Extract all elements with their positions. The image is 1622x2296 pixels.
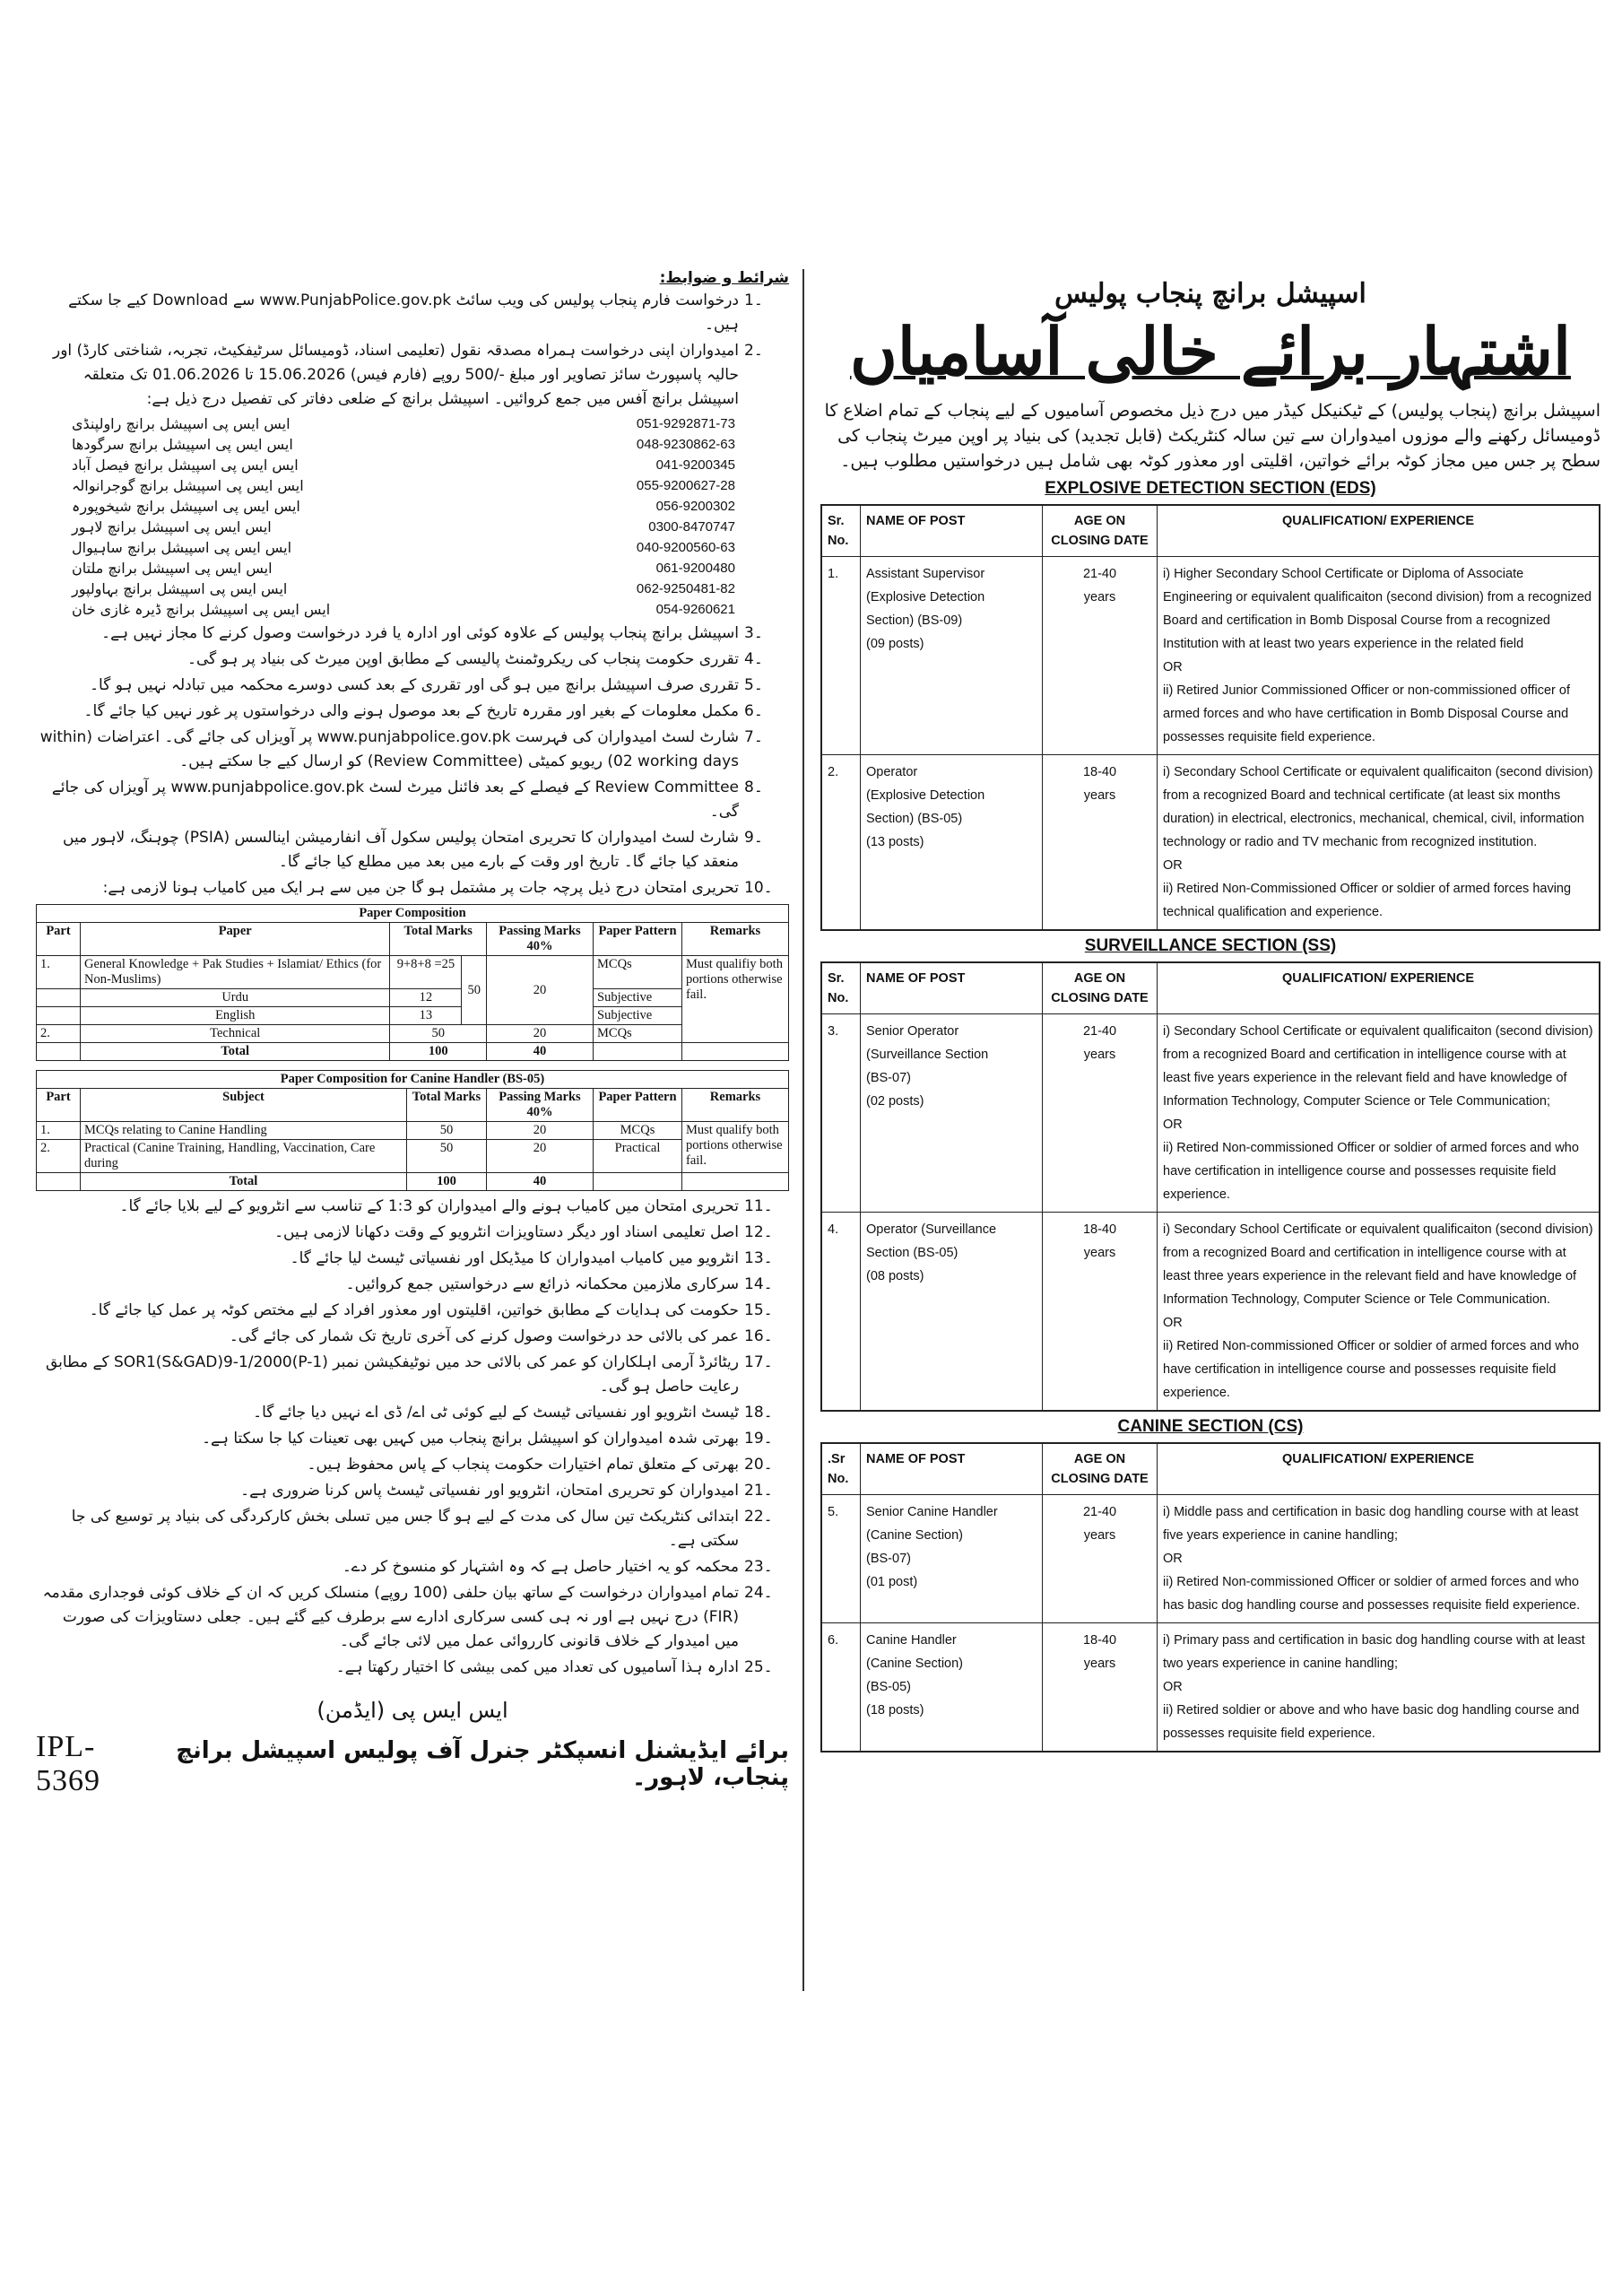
condition-text: اصل تعلیمی اسناد اور دیگر دستاویزات انٹرویو کے وقت دکھانا لازمی ہیں۔ bbox=[274, 1223, 739, 1241]
table-cell: 13 bbox=[390, 1007, 462, 1025]
col-pattern: Paper Pattern bbox=[594, 1089, 682, 1122]
post-line: Operator bbox=[866, 765, 918, 779]
office-phone: 055-9200627-28 bbox=[636, 478, 735, 493]
serial-number: 4. bbox=[821, 1213, 861, 1412]
office-phone: 041-9200345 bbox=[655, 457, 735, 473]
canine-paper-table bbox=[36, 1070, 789, 1191]
office-name: ایس ایس پی اسپیشل برانچ فیصل آباد bbox=[72, 457, 299, 474]
paper-table-title: Paper Composition bbox=[37, 905, 789, 923]
condition-text: تقرری صرف اسپیشل برانچ میں ہو گی اور تقرری کے بعد کسی دوسرے محکمہ میں تبادلہ نہیں ہو گا۔ bbox=[90, 676, 739, 694]
condition-text: شارٹ لسٹ امیدواران کی فہرست www.punjabpolice.gov.pk پر آویزاں کی جائے گی۔ اعتراضات (within 02 working days) ریویو کمیٹی (Review Committee) کو ارسال کیے جا سکتے ہیں۔ bbox=[39, 728, 739, 770]
condition-text: حکومت کی ہدایات کے مطابق خواتین، اقلیتوں اور معذور افراد کے لیے مختص کوٹہ پر عمل کیا جائے گا۔ bbox=[89, 1301, 739, 1319]
qualification-line: ii) Retired Non-commissioned Officer or soldier of armed forces and who have certification in intelligence course and possesses requisite field experience. bbox=[1163, 1141, 1579, 1202]
table-cell: Practical bbox=[594, 1140, 682, 1173]
table-cell: 100 bbox=[390, 1043, 487, 1061]
condition-text: تحریری امتحان میں کامیاب ہونے والے امیدواران کو 1:3 کے تناسب سے انٹرویو کے لیے بلایا جائے گا۔ bbox=[119, 1197, 739, 1215]
qualification-line: ii) Retired Junior Commissioned Officer or non-commissioned officer of armed forces and who have certification in Bomb Disposal Course and possesses requisite field experience. bbox=[1163, 683, 1570, 744]
condition-number: ۔20 bbox=[744, 1456, 773, 1474]
condition-number: ۔10 bbox=[744, 879, 773, 897]
condition-text: بھرتی کے متعلق تمام اختیارات حکومت پنجاب کے پاس محفوظ ہیں۔ bbox=[307, 1456, 739, 1474]
col-qualification: QUALIFICATION/ EXPERIENCE bbox=[1158, 962, 1600, 1014]
job-row bbox=[821, 1623, 1600, 1752]
qualification bbox=[1158, 755, 1600, 931]
post-line: (Canine Section) bbox=[866, 1657, 963, 1671]
qualification-line: i) Secondary School Certificate or equivalent qualificaiton (second division) from a recognized Board and certification in intelligence course with at least three years experience in the relevant field and have knowledge of Information Technology, Computer Science or Tele Communication. bbox=[1163, 1222, 1593, 1307]
post-name bbox=[861, 1623, 1043, 1752]
table-cell: 40 bbox=[487, 1173, 594, 1191]
right-column bbox=[820, 269, 1600, 1756]
condition-item bbox=[36, 1401, 789, 1425]
table-cell bbox=[682, 1043, 789, 1061]
condition-number: ۔22 bbox=[744, 1508, 773, 1526]
condition-item bbox=[36, 1555, 789, 1579]
qualification-line: i) Primary pass and certification in basic dog handling course with at least two years experience in canine handling; bbox=[1163, 1633, 1585, 1671]
table-cell: Must qualify both portions otherwise fail. bbox=[682, 1122, 789, 1173]
col-age bbox=[1043, 505, 1158, 557]
condition-number: ۔12 bbox=[744, 1223, 773, 1241]
table-cell: MCQs bbox=[594, 1122, 682, 1140]
col-passing: Passing Marks 40% bbox=[487, 1089, 594, 1122]
post-line: Senior Operator bbox=[866, 1024, 959, 1039]
table-cell: Technical bbox=[81, 1025, 390, 1043]
qualification-line: i) Secondary School Certificate or equivalent qualificaiton (second division) from a recognized Board and technical certificate (at least six months duration) in electrical, electronics, mechanical, chemical, civil, information technology or radio and TV mechanic from recognized institution. bbox=[1163, 765, 1593, 849]
qualification-line: i) Secondary School Certificate or equivalent qualificaiton (second division) from a recognized Board and certification in intelligence course with at least five years experience in the relevant field and have knowledge of Information Technology, Computer Science or Tele Communication; bbox=[1163, 1024, 1593, 1109]
serial-number: 2. bbox=[821, 755, 861, 931]
serial-number: 6. bbox=[821, 1623, 861, 1752]
table-cell: 20 bbox=[487, 1140, 594, 1173]
office-phone: 0300-8470747 bbox=[648, 519, 735, 535]
condition-text: سرکاری ملازمین محکمانہ ذرائع سے درخواستیں جمع کروائیں۔ bbox=[345, 1275, 739, 1293]
condition-item bbox=[36, 1273, 789, 1297]
condition-number: ۔9 bbox=[744, 829, 763, 847]
post-line: Section) (BS-05) bbox=[866, 812, 963, 826]
condition-number: ۔25 bbox=[744, 1658, 773, 1676]
qualification bbox=[1158, 1495, 1600, 1623]
table-cell: 20 bbox=[487, 1122, 594, 1140]
col-qualification: QUALIFICATION/ EXPERIENCE bbox=[1158, 1443, 1600, 1495]
condition-number: ۔3 bbox=[744, 624, 763, 642]
post-name bbox=[861, 1495, 1043, 1623]
condition-text: شارٹ لسٹ امیدواران کا تحریری امتحان پولیس سکول آف انفارمیشن اینالسس (PSIA) چوہنگ، لاہور میں منعقد کیا جائے گا۔ تاریخ اور وقت کے بارے میں بعد میں مطلع کیا جائے گا۔ bbox=[63, 829, 739, 871]
office-row bbox=[72, 537, 735, 558]
table-cell: English bbox=[81, 1007, 390, 1025]
condition-number: ۔6 bbox=[744, 702, 763, 720]
condition-number: ۔14 bbox=[744, 1275, 773, 1293]
condition-number: ۔16 bbox=[744, 1327, 773, 1345]
conditions-heading: شرائط و ضوابط: bbox=[659, 269, 789, 287]
office-row bbox=[72, 517, 735, 537]
condition-item bbox=[36, 1656, 789, 1680]
post-name bbox=[861, 1213, 1043, 1412]
condition-text: اسپیشل برانچ پنجاب پولیس کے علاوہ کوئی اور ادارہ یا فرد درخواست وصول کرنے کا مجاز نہیں ہے۔ bbox=[101, 624, 739, 642]
age-line: 18-40 bbox=[1082, 1633, 1117, 1648]
age-line: 21-40 bbox=[1082, 567, 1117, 581]
office-row bbox=[72, 475, 735, 496]
condition-text: تمام امیدواران درخواست کے ساتھ بیان حلفی (100 روپے) منسلک کریں کہ ان کے خلاف کوئی فوجداری مقدمہ (FIR) درج نہیں ہے اور نہ ہی کسی سرکاری ادارے سے برطرف کیے گئے ہیں۔ جعلی دستاویزات کی صورت میں امیدوار کے خلاف قانونی کارروائی عمل میں لائی جائے گی۔ bbox=[42, 1584, 739, 1650]
table-cell: 9+8+8 =25 bbox=[390, 956, 462, 989]
qualification-line: OR bbox=[1163, 858, 1183, 873]
office-row bbox=[72, 558, 735, 578]
col-age-label: CLOSING DATE bbox=[1051, 991, 1149, 1005]
conditions-list-1 bbox=[36, 289, 789, 412]
job-row bbox=[821, 557, 1600, 755]
condition-item bbox=[36, 1505, 789, 1553]
section-title: EXPLOSIVE DETECTION SECTION (EDS) bbox=[1045, 479, 1376, 498]
age-limit bbox=[1043, 1213, 1158, 1412]
table-cell: 12 bbox=[390, 989, 462, 1007]
column-divider bbox=[802, 269, 804, 1991]
col-age-label: AGE ON bbox=[1073, 514, 1126, 528]
condition-text: درخواست فارم پنجاب پولیس کی ویب سائٹ www.PunjabPolice.gov.pk سے Download کیے جا سکتے ہیں۔ bbox=[68, 291, 739, 334]
table-cell: 1. bbox=[37, 1122, 81, 1140]
condition-text: مکمل معلومات کے بغیر اور مقررہ تاریخ کے بعد موصول ہونے والی درخواستوں پر غور نہیں کیا جائے گا۔ bbox=[83, 702, 739, 720]
condition-number: ۔7 bbox=[744, 728, 763, 746]
condition-number: ۔24 bbox=[744, 1584, 773, 1602]
age-line: 18-40 bbox=[1082, 765, 1117, 779]
col-age-label: AGE ON bbox=[1073, 1452, 1126, 1466]
condition-item bbox=[36, 1221, 789, 1245]
condition-number: ۔11 bbox=[744, 1197, 773, 1215]
section-title: CANINE SECTION (CS) bbox=[1117, 1417, 1304, 1436]
table-cell: MCQs relating to Canine Handling bbox=[81, 1122, 407, 1140]
qualification bbox=[1158, 1213, 1600, 1412]
table-cell: 20 bbox=[487, 956, 594, 1025]
post-line: (BS-07) bbox=[866, 1071, 911, 1085]
post-line: (13 posts) bbox=[866, 835, 924, 849]
table-cell: Must qualifiy both portions otherwise fail. bbox=[682, 956, 789, 1043]
table-cell: 50 bbox=[407, 1122, 487, 1140]
post-line: (Explosive Detection bbox=[866, 788, 985, 803]
condition-item bbox=[36, 1427, 789, 1451]
col-passing: Passing Marks 40% bbox=[487, 923, 594, 956]
post-line: (18 posts) bbox=[866, 1703, 924, 1718]
post-line: (BS-07) bbox=[866, 1552, 911, 1566]
age-limit bbox=[1043, 1014, 1158, 1213]
condition-text: تحریری امتحان درج ذیل پرچہ جات پر مشتمل ہو گا جن میں سے ہر ایک میں کامیاب ہونا لازمی ہے: bbox=[102, 879, 739, 897]
col-remarks: Remarks bbox=[682, 923, 789, 956]
post-name bbox=[861, 1014, 1043, 1213]
condition-item bbox=[36, 674, 789, 698]
col-total-marks: Total Marks bbox=[390, 923, 487, 956]
job-table bbox=[820, 1442, 1600, 1752]
table-cell: MCQs bbox=[594, 956, 682, 989]
age-limit bbox=[1043, 755, 1158, 931]
office-row bbox=[72, 434, 735, 455]
post-line: Assistant Supervisor bbox=[866, 567, 985, 581]
condition-item bbox=[36, 1195, 789, 1219]
table-cell: 20 bbox=[487, 1025, 594, 1043]
canine-table-title: Paper Composition for Canine Handler (BS-05) bbox=[37, 1071, 789, 1089]
age-line: years bbox=[1083, 1528, 1116, 1543]
table-cell: Subjective bbox=[594, 989, 682, 1007]
serial-number: 3. bbox=[821, 1014, 861, 1213]
condition-text: محکمہ کو یہ اختیار حاصل ہے کہ وہ اشتہار کو منسوخ کر دے۔ bbox=[342, 1558, 739, 1576]
col-sr-label: Sr. bbox=[828, 971, 845, 986]
age-line: 21-40 bbox=[1082, 1505, 1117, 1519]
condition-item bbox=[36, 776, 789, 824]
condition-item bbox=[36, 1351, 789, 1399]
age-limit bbox=[1043, 1495, 1158, 1623]
post-line: (BS-05) bbox=[866, 1680, 911, 1694]
condition-item bbox=[36, 648, 789, 672]
signature-block bbox=[36, 1730, 789, 1798]
post-line: Canine Handler bbox=[866, 1633, 957, 1648]
office-row bbox=[72, 455, 735, 475]
age-line: years bbox=[1083, 1048, 1116, 1062]
condition-item bbox=[36, 1325, 789, 1349]
qualification-line: ii) Retired Non-commissioned Officer or soldier of armed forces and who have certification in intelligence course and possesses requisite field experience. bbox=[1163, 1339, 1579, 1400]
section-title: SURVEILLANCE SECTION (SS) bbox=[1084, 936, 1337, 955]
condition-text: امیدواران اپنی درخواست ہمراہ مصدقہ نقول (تعلیمی اسناد، ڈومیسائل سرٹیفکیٹ، تجربہ، شناختی کارڈ) اور حالیہ پاسپورٹ سائز تصاویر اور مبلغ -/500 روپے (فارم فیس) 15.06.2026 تا 01.06.2026 تک متعلقہ اسپیشل برانچ آفس میں جمع کروائیں۔ اسپیشل برانچ کے ضلعی دفاتر کی تفصیل درج ذیل ہے: bbox=[53, 342, 739, 408]
age-line: years bbox=[1083, 1246, 1116, 1260]
conditions-list-2 bbox=[36, 622, 789, 900]
table-cell: 2. bbox=[37, 1025, 81, 1043]
col-pattern: Paper Pattern bbox=[594, 923, 682, 956]
condition-number: ۔18 bbox=[744, 1404, 773, 1422]
col-qualification: QUALIFICATION/ EXPERIENCE bbox=[1158, 505, 1600, 557]
age-line: 21-40 bbox=[1082, 1024, 1117, 1039]
office-phone: 051-9292871-73 bbox=[636, 416, 735, 431]
col-no-label: No. bbox=[828, 991, 849, 1005]
job-sections bbox=[820, 479, 1600, 1752]
qualification bbox=[1158, 557, 1600, 755]
job-row bbox=[821, 755, 1600, 931]
condition-number: ۔13 bbox=[744, 1249, 773, 1267]
qualification-line: OR bbox=[1163, 1552, 1183, 1566]
office-phone: 040-9200560-63 bbox=[636, 540, 735, 555]
condition-item bbox=[36, 339, 789, 412]
col-sr-label: .Sr bbox=[828, 1452, 846, 1466]
condition-number: ۔5 bbox=[744, 676, 763, 694]
office-name: ایس ایس پی اسپیشل برانچ بہاولپور bbox=[72, 580, 288, 597]
post-line: (01 post) bbox=[866, 1575, 918, 1589]
signatory: ایس ایس پی (ایڈمن) bbox=[317, 1698, 508, 1723]
qualification-line: OR bbox=[1163, 1680, 1183, 1694]
qualification-line: ii) Retired Non-commissioned Officer or soldier of armed forces and who has basic dog handling course and possesses requisite field experience. bbox=[1163, 1575, 1581, 1613]
job-table bbox=[820, 961, 1600, 1412]
condition-text: ابتدائی کنٹریکٹ تین سال کی مدت کے لیے ہو گا جس میں تسلی بخش کارکردگی کی بنیاد پر توسیع کی جا سکتی ہے۔ bbox=[71, 1508, 739, 1550]
table-cell: 100 bbox=[407, 1173, 487, 1191]
post-line: (09 posts) bbox=[866, 637, 924, 651]
office-phone: 048-9230862-63 bbox=[636, 437, 735, 452]
qualification-line: i) Middle pass and certification in basic dog handling course with at least five years experience in canine handling; bbox=[1163, 1505, 1579, 1543]
job-row bbox=[821, 1213, 1600, 1412]
office-name: ایس ایس پی اسپیشل برانچ سرگودھا bbox=[72, 436, 293, 453]
table-cell: 50 bbox=[390, 1025, 487, 1043]
table-cell: 1. bbox=[37, 956, 81, 989]
condition-text: ٹیسٹ انٹرویو اور نفسیاتی ٹیسٹ کے لیے کوئی ٹی اے/ ڈی اے نہیں دیا جائے گا۔ bbox=[253, 1404, 739, 1422]
office-name: ایس ایس پی اسپیشل برانچ ساہیوال bbox=[72, 539, 292, 556]
col-sr bbox=[821, 1443, 861, 1495]
qualification-line: ii) Retired soldier or above and who have basic dog handling course and possesses requisite field experience. bbox=[1163, 1703, 1580, 1741]
col-sr bbox=[821, 962, 861, 1014]
col-part: Part bbox=[37, 923, 81, 956]
serial-number: 5. bbox=[821, 1495, 861, 1623]
table-cell: Practical (Canine Training, Handling, Vaccination, Care during bbox=[81, 1140, 407, 1173]
job-row bbox=[821, 1014, 1600, 1213]
signatory-address: برائے ایڈیشنل انسپکٹر جنرل آف پولیس اسپیشل برانچ پنجاب، لاہور۔ bbox=[176, 1737, 789, 1791]
condition-text: انٹرویو میں کامیاب امیدواران کا میڈیکل اور نفسیاتی ٹیسٹ لیا جائے گا۔ bbox=[290, 1249, 739, 1267]
col-sr bbox=[821, 505, 861, 557]
col-age-label: AGE ON bbox=[1073, 971, 1126, 986]
office-row bbox=[72, 599, 735, 620]
age-line: years bbox=[1083, 590, 1116, 604]
col-age-label: CLOSING DATE bbox=[1051, 534, 1149, 548]
office-name: ایس ایس پی اسپیشل برانچ ڈیرہ غازی خان bbox=[72, 601, 331, 618]
col-paper: Paper bbox=[81, 923, 390, 956]
qualification-line: OR bbox=[1163, 660, 1183, 674]
table-cell bbox=[682, 1173, 789, 1191]
post-line: (02 posts) bbox=[866, 1094, 924, 1109]
condition-text: امیدواران کو تحریری امتحان، انٹرویو اور نفسیاتی ٹیسٹ پاس کرنا ضروری ہے۔ bbox=[240, 1482, 739, 1500]
condition-text: Review Committee کے فیصلے کے بعد فائنل میرٹ لسٹ www.punjabpolice.gov.pk پر آویزاں کی جائے گی۔ bbox=[51, 778, 739, 821]
post-line: Operator (Surveillance bbox=[866, 1222, 997, 1237]
col-part: Part bbox=[37, 1089, 81, 1122]
condition-item bbox=[36, 289, 789, 337]
condition-number: ۔21 bbox=[744, 1482, 773, 1500]
ipl-reference: IPL-5369 bbox=[36, 1730, 100, 1797]
office-row bbox=[72, 578, 735, 599]
office-name: ایس ایس پی اسپیشل برانچ گوجرانوالہ bbox=[72, 477, 304, 494]
table-cell: 2. bbox=[37, 1140, 81, 1173]
office-name: ایس ایس پی اسپیشل برانچ شیخوپورہ bbox=[72, 498, 300, 515]
paper-composition-table bbox=[36, 904, 789, 1061]
col-remarks: Remarks bbox=[682, 1089, 789, 1122]
condition-text: عمر کی بالائی حد درخواست وصول کرنے کی آخری تاریخ تک شمار کی جائے گی۔ bbox=[229, 1327, 739, 1345]
post-line: (Explosive Detection bbox=[866, 590, 985, 604]
office-list bbox=[36, 413, 789, 620]
condition-item bbox=[36, 1299, 789, 1323]
col-post-name: NAME OF POST bbox=[861, 962, 1043, 1014]
post-line: Senior Canine Handler bbox=[866, 1505, 998, 1519]
post-line: (08 posts) bbox=[866, 1269, 924, 1283]
condition-item bbox=[36, 1453, 789, 1477]
table-cell bbox=[594, 1043, 682, 1061]
post-line: (Surveillance Section bbox=[866, 1048, 989, 1062]
age-limit bbox=[1043, 1623, 1158, 1752]
conditions-list-3 bbox=[36, 1195, 789, 1680]
table-cell bbox=[594, 1173, 682, 1191]
table-cell: MCQs bbox=[594, 1025, 682, 1043]
condition-item bbox=[36, 1479, 789, 1503]
qualification-line: OR bbox=[1163, 1316, 1183, 1330]
col-no-label: No. bbox=[828, 1472, 849, 1486]
post-line: Section) (BS-09) bbox=[866, 613, 963, 628]
table-cell bbox=[37, 1173, 81, 1191]
condition-number: ۔17 bbox=[744, 1353, 773, 1371]
table-cell bbox=[37, 1007, 81, 1025]
office-phone: 054-9260621 bbox=[655, 602, 735, 617]
age-limit bbox=[1043, 557, 1158, 755]
table-cell bbox=[37, 1043, 81, 1061]
office-name: ایس ایس پی اسپیشل برانچ لاہور bbox=[72, 518, 272, 535]
table-cell: Total bbox=[81, 1043, 390, 1061]
table-cell: Subjective bbox=[594, 1007, 682, 1025]
intro-text: اسپیشل برانچ (پنجاب پولیس) کے ٹیکنیکل کیڈر میں درج ذیل مخصوص آسامیوں کے لیے پنجاب کے تمام اضلاع کا ڈومیسائل رکھنے والے موزوں امیدواران سے تین سالہ کنٹریکٹ (قابل تجدید) کی بنیاد پر اوپن میرٹ پنجاب کی سطح پر جس میں مجاز کوٹہ برائے خواتین، اقلیتی اور معذور کوٹہ بھی شامل ہیں درخواستیں مطلوب ہیں۔ bbox=[824, 401, 1600, 471]
qualification-line: OR bbox=[1163, 1118, 1183, 1132]
condition-text: ریٹائرڈ آرمی اہلکاران کو عمر کی بالائی حد میں نوٹیفکیشن نمبر SOR1(S&GAD)9-1/2000(P-1) کے مطابق رعایت حاصل ہو گی۔ bbox=[45, 1353, 739, 1396]
col-post-name: NAME OF POST bbox=[861, 1443, 1043, 1495]
condition-item bbox=[36, 826, 789, 874]
condition-number: ۔15 bbox=[744, 1301, 773, 1319]
col-age bbox=[1043, 962, 1158, 1014]
table-cell bbox=[37, 989, 81, 1007]
condition-number: ۔2 bbox=[744, 342, 763, 360]
office-phone: 061-9200480 bbox=[655, 561, 735, 576]
condition-number: ۔19 bbox=[744, 1430, 773, 1448]
condition-text: تقرری حکومت پنجاب کی ریکروٹمنٹ پالیسی کے مطابق اوپن میرٹ کی بنیاد پر ہو گی۔ bbox=[187, 650, 739, 668]
col-post-name: NAME OF POST bbox=[861, 505, 1043, 557]
condition-item bbox=[36, 876, 789, 900]
office-row bbox=[72, 496, 735, 517]
condition-number: ۔23 bbox=[744, 1558, 773, 1576]
post-name bbox=[861, 557, 1043, 755]
advertisement-title: اشتہار برائے خالی آسامیاں bbox=[850, 313, 1571, 389]
condition-number: ۔1 bbox=[744, 291, 763, 309]
office-name: ایس ایس پی اسپیشل برانچ راولپنڈی bbox=[72, 415, 291, 432]
condition-item bbox=[36, 1581, 789, 1654]
job-row bbox=[821, 1495, 1600, 1623]
job-table bbox=[820, 504, 1600, 931]
condition-item bbox=[36, 1247, 789, 1271]
col-total-marks: Total Marks bbox=[407, 1089, 487, 1122]
condition-item bbox=[36, 622, 789, 646]
table-cell: 40 bbox=[487, 1043, 594, 1061]
table-cell: 50 bbox=[407, 1140, 487, 1173]
office-name: ایس ایس پی اسپیشل برانچ ملتان bbox=[72, 560, 273, 577]
age-line: years bbox=[1083, 1657, 1116, 1671]
condition-number: ۔4 bbox=[744, 650, 763, 668]
table-cell: Total bbox=[81, 1173, 407, 1191]
left-column bbox=[36, 269, 789, 1798]
condition-number: ۔8 bbox=[744, 778, 763, 796]
qualification-line: i) Higher Secondary School Certificate or Diploma of Associate Engineering or equivalent qualificaiton (second division) from a recognized Board and certification in Bomb Disposal Course from a recognized Institution with at least two years experience in the related field bbox=[1163, 567, 1592, 651]
office-phone: 056-9200302 bbox=[655, 499, 735, 514]
col-age bbox=[1043, 1443, 1158, 1495]
col-age-label: CLOSING DATE bbox=[1051, 1472, 1149, 1486]
age-line: years bbox=[1083, 788, 1116, 803]
condition-text: بھرتی شدہ امیدواران کو اسپیشل برانچ پنجاب میں کہیں بھی تعینات کیا جا سکتا ہے۔ bbox=[202, 1430, 739, 1448]
qualification-line: ii) Retired Non-Commissioned Officer or soldier of armed forces having technical qualification and experience. bbox=[1163, 882, 1572, 919]
serial-number: 1. bbox=[821, 557, 861, 755]
post-line: (Canine Section) bbox=[866, 1528, 963, 1543]
office-phone: 062-9250481-82 bbox=[636, 581, 735, 596]
qualification bbox=[1158, 1014, 1600, 1213]
condition-text: ادارہ ہذا آسامیوں کی تعداد میں کمی بیشی کا اختیار رکھتا ہے۔ bbox=[335, 1658, 739, 1676]
office-row bbox=[72, 413, 735, 434]
age-line: 18-40 bbox=[1082, 1222, 1117, 1237]
condition-item bbox=[36, 726, 789, 774]
col-no-label: No. bbox=[828, 534, 849, 548]
post-name bbox=[861, 755, 1043, 931]
post-line: Section (BS-05) bbox=[866, 1246, 958, 1260]
col-sr-label: Sr. bbox=[828, 514, 845, 528]
col-subject: Subject bbox=[81, 1089, 407, 1122]
condition-item bbox=[36, 700, 789, 724]
table-cell: Urdu bbox=[81, 989, 390, 1007]
qualification bbox=[1158, 1623, 1600, 1752]
table-cell: General Knowledge + Pak Studies + Islamiat/ Ethics (for Non-Muslims) bbox=[81, 956, 390, 989]
department-name: اسپیشل برانچ پنجاب پولیس bbox=[1054, 278, 1366, 309]
table-cell: 50 bbox=[462, 956, 487, 1025]
